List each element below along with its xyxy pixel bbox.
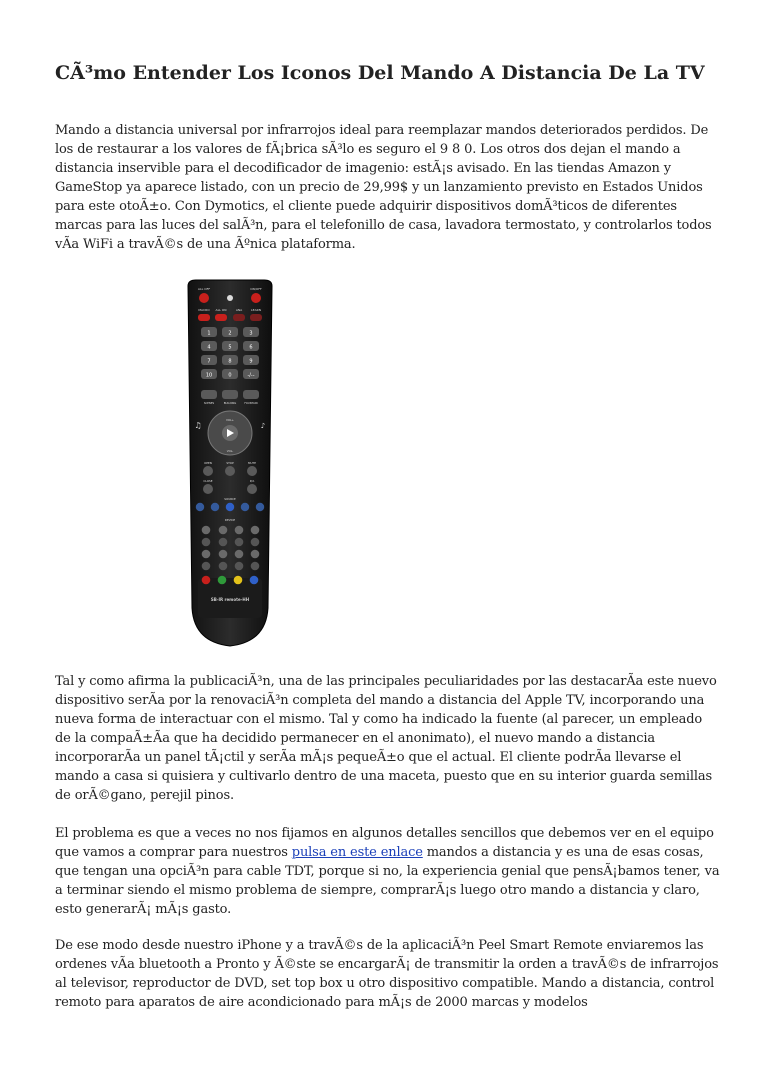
- digit-label: 1: [207, 330, 211, 337]
- digit-label: 8: [228, 358, 232, 365]
- digit-label: 7: [207, 358, 211, 365]
- paragraph-3: [55, 824, 720, 919]
- remote-control-svg: [180, 278, 280, 650]
- inline-link[interactable]: pulsa en este enlace: [291, 845, 423, 860]
- paragraph-3-text-before: El problema es que a veces no nos fijamos en algunos detalles sencillos que debemos ver en el equipo que vamos a comprar para nuestros: [55, 826, 714, 860]
- digit-label: 4: [207, 344, 211, 351]
- paragraph-3-text-after: mandos a distancia y es una de esas cosas, que tengan una opciÃ³n para cable TDT, porque si no, la experiencia genial que pensÃ¡bamos tener, va a terminar siendo el mismo problema de siempre, comprarÃ¡s luego otro mando a distancia y claro, esto generarÃ¡ mÃ¡s gasto.: [55, 845, 720, 917]
- transport-button: [203, 466, 213, 476]
- device-button: [202, 562, 211, 571]
- remote-label-mute: MUTE: [248, 461, 256, 465]
- device-button: [235, 538, 244, 547]
- color-key-button: [234, 576, 243, 585]
- function-button: [198, 314, 210, 321]
- paragraph-4: De ese modo desde nuestro iPhone y a travÃ©s de la aplicaciÃ³n Peel Smart Remote enviaremos las ordenes vÃa bluetooth a Pronto y Ã©ste se encargarÃ¡ de transmitir la orden a travÃ©s de infrarrojos al televisor, reproductor de DVD, set top box u otro dispositivo compatible. Mando a distancia, control remoto para aparatos de aire acondicionado para mÃ¡s de 2000 marcas y modelos: [55, 938, 719, 1010]
- transport-button: [247, 484, 257, 494]
- fn-label: BUILDING: [223, 402, 237, 405]
- music-note-icon: ♫: [194, 421, 202, 430]
- remote-label-allon: ALL ON: [215, 308, 227, 312]
- bell-icon: ♪: [260, 422, 266, 430]
- remote-label-pa: P/A: [249, 479, 255, 483]
- fn-label: SCENES: [203, 402, 215, 405]
- digit-label: 2: [228, 330, 232, 337]
- device-button: [235, 550, 244, 559]
- fn-label: FOUNTAIN: [244, 402, 258, 405]
- source-button: [226, 503, 234, 511]
- article-title: CÃ³mo Entender Los Iconos Del Mando A Distancia De La TV: [55, 62, 705, 84]
- digit-label: 5: [228, 344, 232, 351]
- device-button: [202, 526, 211, 535]
- paragraph-2: Tal y como afirma la publicaciÃ³n, una de las principales peculiaridades por las destacarÃa este nuevo dispositivo serÃa por la renovaciÃ³n completa del mando a distancia del Apple TV, incorporando una nueva forma de interactuar con el mismo. Tal y como ha indicado la fuente (al parecer, un empleado de la compaÃ±Ãa que ha decidido permanecer en el anonimato), el nuevo mando a distancia incorporarÃa un panel tÃ¡ctil y serÃa mÃ¡s pequeÃ±o que el actual. El cliente podrÃa llevarse el mando a casa si quisiera y cultivarlo dentro de una maceta, puesto que en su interior guarda semillas de orÃ©gano, perejil pinos.: [55, 674, 717, 803]
- digit-label: 6: [249, 344, 253, 351]
- digit-label: 3: [249, 330, 253, 337]
- device-button: [219, 526, 228, 535]
- remote-label-device: DEVICE: [224, 518, 236, 522]
- fn-button: [201, 390, 217, 399]
- device-button: [219, 562, 228, 571]
- device-button: [235, 526, 244, 535]
- remote-label-macro: MACRO: [198, 308, 210, 312]
- device-button: [251, 550, 260, 559]
- remote-label-on-off: ON/OFF: [250, 287, 262, 291]
- transport-button: [247, 466, 257, 476]
- digit-label: 0: [228, 372, 232, 379]
- color-key-button: [202, 576, 211, 585]
- paragraph-1: Mando a distancia universal por infrarrojos ideal para reemplazar mandos deteriorados perdidos. De los de restaurar a los valores de fÃ¡brica sÃ³lo es seguro el 9 8 0. Los otros dos dejan el mando a distancia inservible para el decodificador de imagenio: estÃ¡s avisado. En las tiendas Amazon y GameStop ya aparece listado, con un precio de 29,99$ y un lanzamiento previsto en Estados Unidos para este otoÃ±o. Con Dymotics, el cliente puede adquirir dispositivos domÃ³ticos de diferentes marcas para las luces del salÃ³n, para el telefonillo de casa, lavadora termostato, y controlarlos todos vÃa WiFi a travÃ©s de una Ãºnica plataforma.: [55, 123, 712, 252]
- device-button: [219, 550, 228, 559]
- dpad-up-label: VOL+: [226, 418, 234, 422]
- digit-label: 9: [249, 358, 253, 365]
- device-button: [202, 538, 211, 547]
- remote-label-ana: ANA: [235, 308, 243, 312]
- remote-label-open: OPEN: [204, 461, 212, 465]
- source-button: [256, 503, 264, 511]
- remote-control-image: [180, 278, 280, 650]
- function-button: [250, 314, 262, 321]
- source-button: [211, 503, 219, 511]
- remote-brand-label: SB-IR remote-HH: [210, 597, 250, 602]
- function-button: [215, 314, 227, 321]
- remote-label-stop: STOP: [226, 461, 234, 465]
- digit-label: -/--: [247, 372, 255, 379]
- light-icon: [227, 295, 233, 301]
- device-button: [202, 550, 211, 559]
- power-all-off-button: [199, 293, 209, 303]
- remote-label-source: SOURCE: [224, 497, 236, 501]
- fn-button: [243, 390, 259, 399]
- color-key-button: [218, 576, 227, 585]
- device-button: [251, 562, 260, 571]
- transport-button: [203, 484, 213, 494]
- color-key-button: [250, 576, 259, 585]
- device-button: [235, 562, 244, 571]
- function-button: [233, 314, 245, 321]
- remote-label-all-off: ALL OFF: [197, 287, 211, 291]
- digit-label: 10: [205, 372, 213, 379]
- device-button: [251, 538, 260, 547]
- remote-label-close: CLOSE: [203, 479, 213, 483]
- source-button: [196, 503, 204, 511]
- dpad-down-label: VOL-: [226, 449, 234, 453]
- remote-label-learn: LEARN: [251, 308, 261, 312]
- power-on-off-button: [251, 293, 261, 303]
- fn-button: [222, 390, 238, 399]
- source-button: [241, 503, 249, 511]
- transport-button: [225, 466, 235, 476]
- device-button: [251, 526, 260, 535]
- device-button: [219, 538, 228, 547]
